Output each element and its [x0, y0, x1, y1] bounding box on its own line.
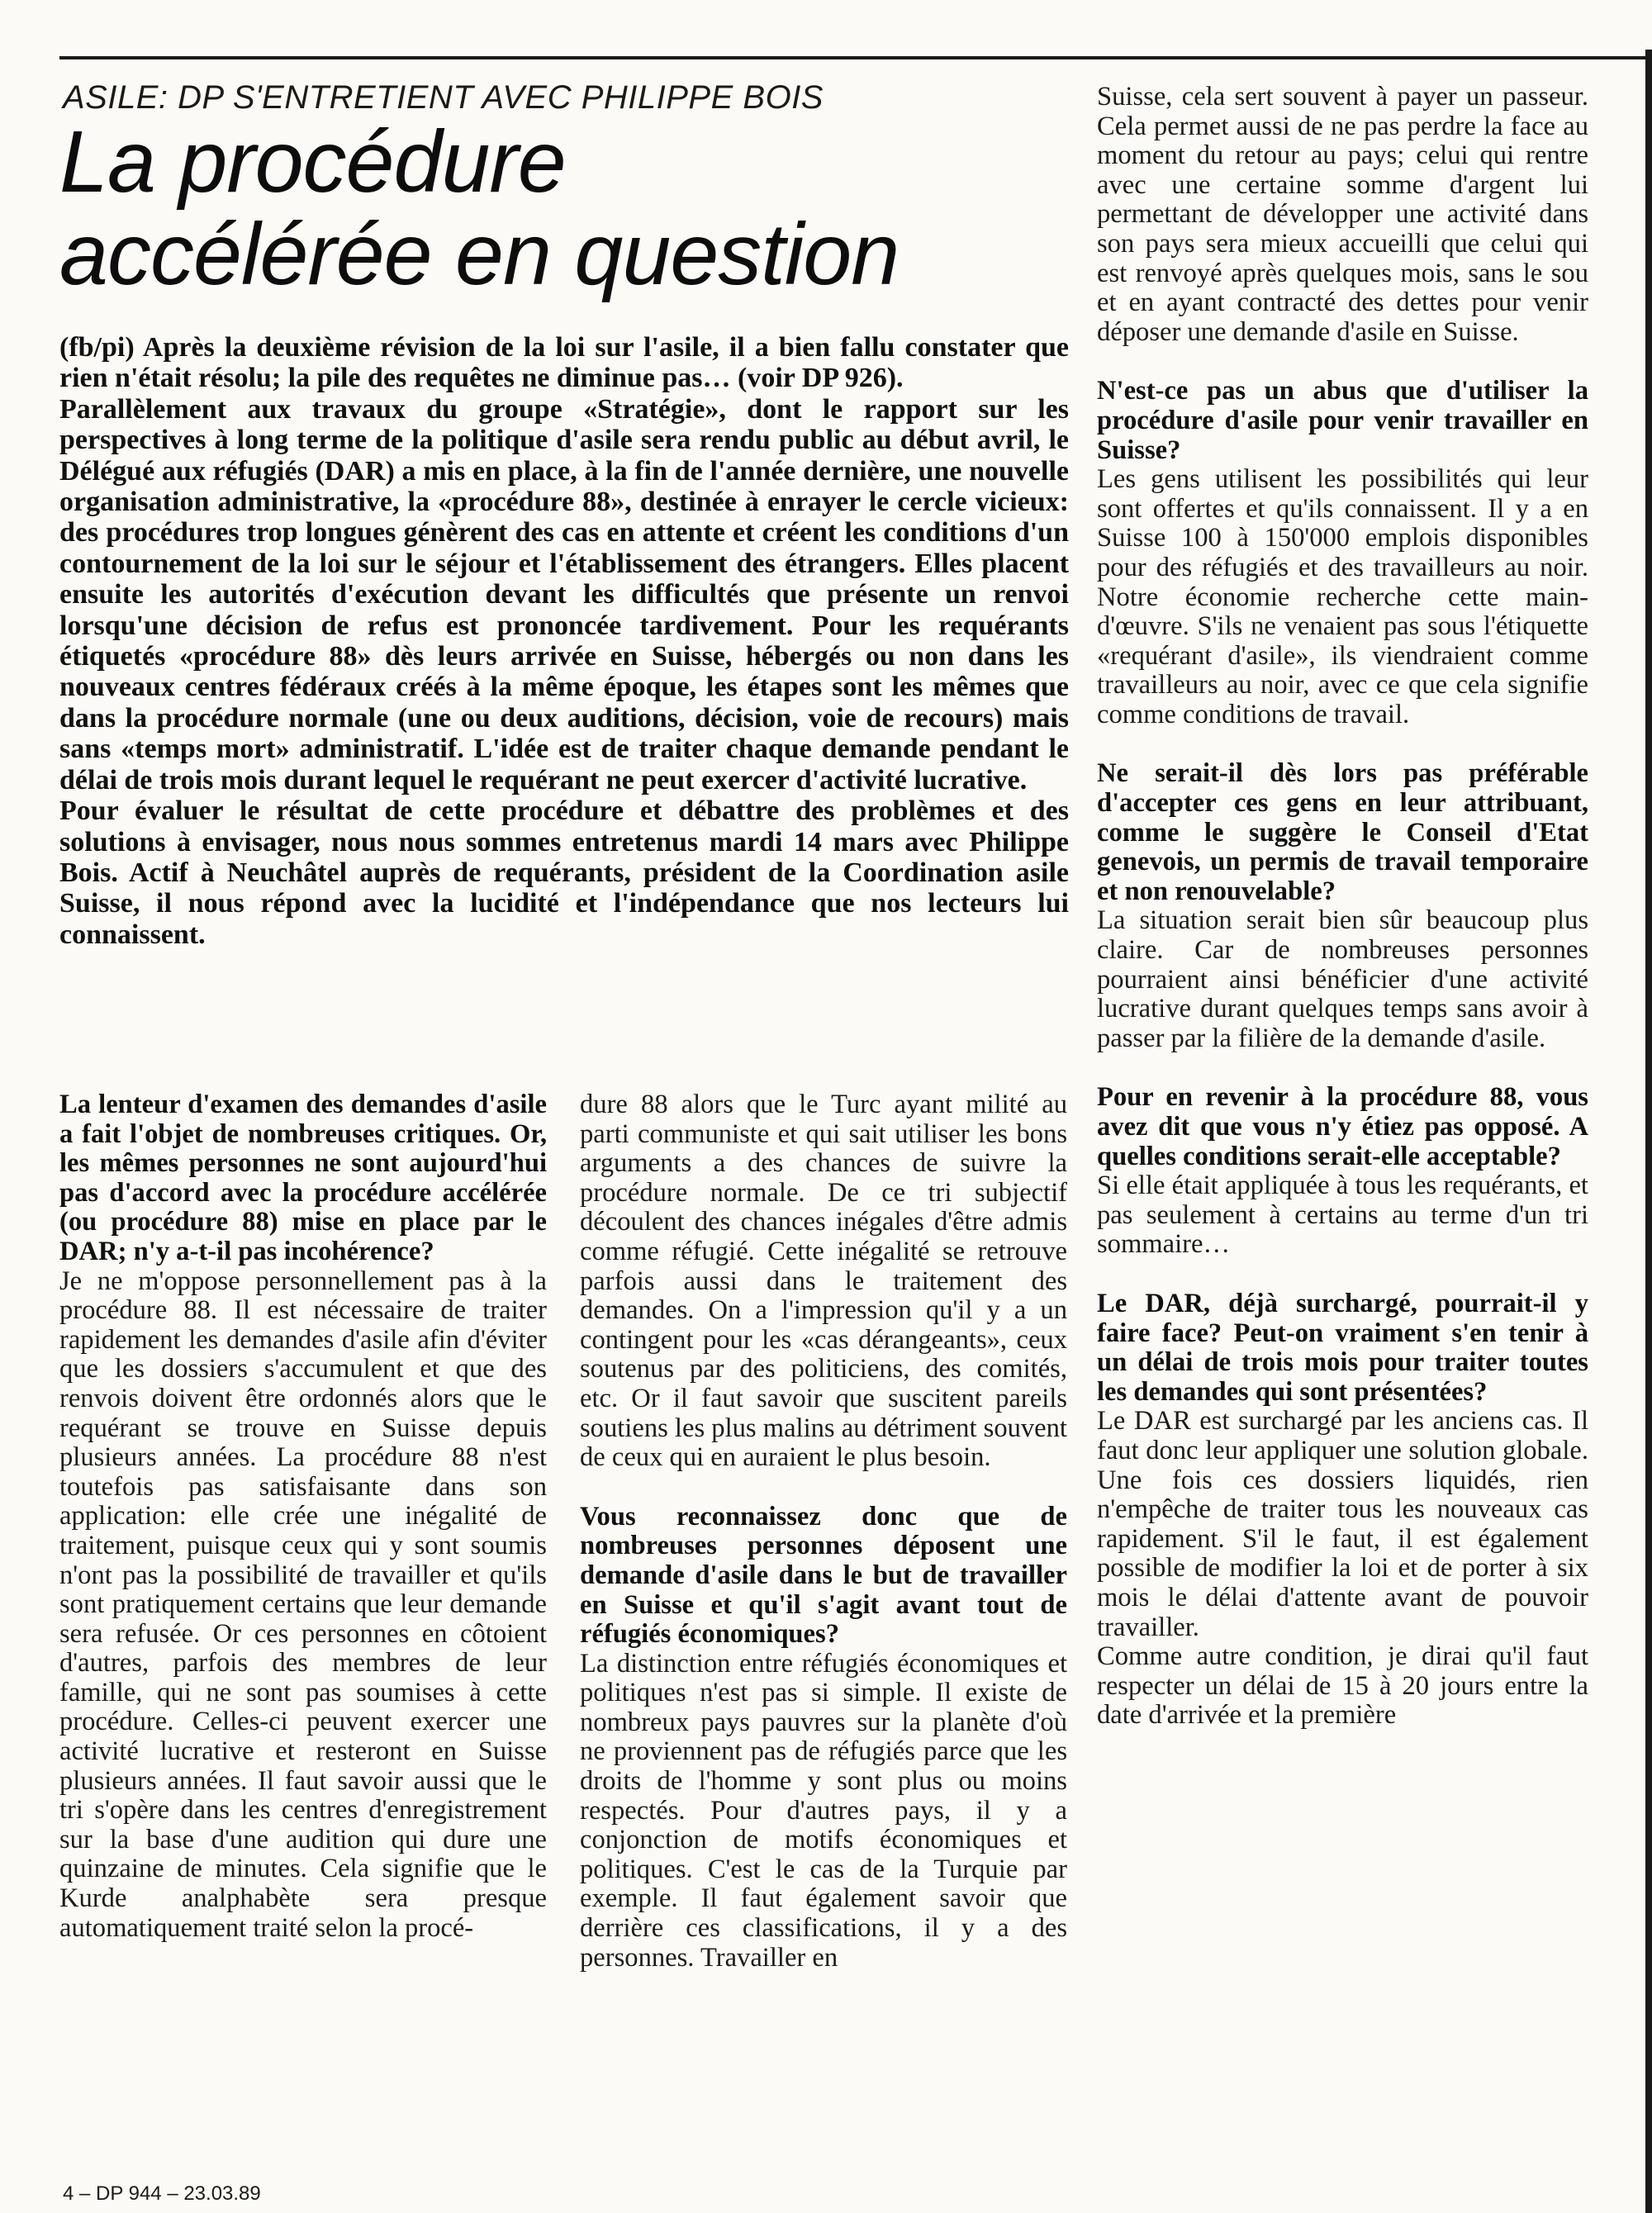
headline-line-2: accélérée en question: [59, 206, 900, 303]
lead-paragraph: [59, 332, 1069, 950]
question-4: Ne serait-il dès lors pas préférable d'accepter ces gens en leur attribuant, comme le suggère le Conseil d'Etat genevois, un permis de travail temporaire et non renouvelable?: [1097, 758, 1588, 906]
question-5: Pour en revenir à la procédure 88, vous avez dit que vous n'y étiez pas opposé. A quelles conditions serait-elle acceptable?: [1097, 1082, 1588, 1171]
answer-5: Si elle était appliquée à tous les requérants, et pas seulement à certains au terme d'un tri sommaire…: [1097, 1171, 1588, 1260]
answer-2-continued: Suisse, cela sert souvent à payer un passeur. Cela permet aussi de ne pas perdre la face au moment du retour au pays; celui qui rentre avec une certaine somme d'argent lui permettant de développer une activité dans son pays sera mieux accueilli que celui qui est renvoyé après quelques mois, sans le sou et en ayant contracté des dettes pour venir déposer une demande d'asile en Suisse.: [1097, 82, 1588, 347]
spacer: [1097, 347, 1588, 377]
lead-context: Parallèlement aux travaux du groupe «Stratégie», dont le rapport sur les perspectives à long terme de la politique d'asile sera rendu public au début avril, le Délégué aux réfugiés (DAR) a mis en place, à la fin de l'année dernière, une nouvelle organisation administrative, la «procédure 88», destinée à enrayer le cercle vicieux: des procédures trop longues génèrent des cas en attente et créent les conditions d'un contournement de la loi sur le séjour et l'établissement des étrangers. Elles placent ensuite les autorités d'exécution devant les difficultés que présente un renvoi lorsqu'une décision de refus est prononcée tardivement. Pour les requérants étiquetés «procédure 88» dès leurs arrivée en Suisse, hébergés ou non dans les nouveaux centres fédéraux créés à la même époque, les étapes sont les mêmes que dans la procédure normale (une ou deux auditions, décision, voie de recours) mais sans «temps mort» administratif. L'idée est de traiter chaque demande pendant le délai de trois mois durant lequel le requérant ne peut exercer d'activité lucrative.: [59, 393, 1069, 795]
column-3: [1097, 83, 1588, 2164]
headline: [59, 113, 1084, 303]
question-1: La lenteur d'examen des demandes d'asile a fait l'objet de nombreuses critiques. Or, les mêmes personnes ne sont aujourd'hui pas d'accord avec la procédure accélérée (ou procédure 88) mise en place par le DAR; n'y a-t-il pas incohérence?: [59, 1090, 547, 1266]
answer-2: La distinction entre réfugiés économiques et politiques n'est pas si simple. Il existe de nombreux pays pauvres sur la planète d'où ne proviennent pas de réfugiés parce que les droits de l'homme y sont plus ou moins respectés. Pour d'autres pays, il y a conjonction de motifs économiques et politiques. C'est le cas de la Turquie par exemple. Il faut également savoir que derrière ces classifications, il y a des personnes. Travailler en: [580, 1648, 1067, 1973]
headline-line-1: La procédure: [59, 113, 566, 211]
spacer: [1097, 729, 1588, 759]
lead-interview-intro: Pour évaluer le résultat de cette procédure et débattre des problèmes et des solutions à envisager, nous nous sommes entretenus mardi 14 mars avec Philippe Bois. Actif à Neuchâtel auprès de requérants, président de la Coordination asile Suisse, il nous répond avec la lucidité et l'indépendance que nos lecteurs lui connaissent.: [59, 795, 1069, 950]
column-2: [580, 1090, 1067, 2164]
answer-3: Les gens utilisent les possibilités qui leur sont offertes et qu'ils connaissent. Il y a en Suisse 100 à 150'000 emplois disponibles pour des réfugiés et des travailleurs au noir. Notre économie recherche cette main-d'œuvre. S'ils ne venaient pas sous l'étiquette «requérant d'asile», ils viendraient comme travailleurs au noir, avec ce que cela signifie comme conditions de travail.: [1097, 464, 1588, 729]
page-edge: [1645, 50, 1652, 2213]
answer-1: Je ne m'oppose personnellement pas à la procédure 88. Il est nécessaire de traiter rapidement les demandes d'asile afin d'éviter que les dossiers s'accumulent et que des renvois doivent être ordonnés alors que le requérant se trouve en Suisse depuis plusieurs années. La procédure 88 n'est toutefois pas satisfaisante dans son application: elle crée une inégalité de traitement, puisque ceux qui y sont soumis n'ont pas la possibilité de travailler et qu'ils sont pratiquement certains que leur demande sera refusée. Or ces personnes en côtoient d'autres, parfois des membres de leur famille, qui ne sont pas soumises à cette procédure. Celles-ci peuvent exercer une activité lucrative et resteront en Suisse plusieurs années. Il faut savoir aussi que le tri s'opère dans les centres d'enregistrement sur la base d'une audition qui dure une quinzaine de minutes. Cela signifie que le Kurde analphabète sera presque automatiquement traité selon la procé-: [59, 1266, 547, 1943]
question-6: Le DAR, déjà surchargé, pourrait-il y faire face? Peut-on vraiment s'en tenir à un délai de trois mois pour traiter toutes les demandes qui sont présentées?: [1097, 1288, 1588, 1407]
top-rule: [59, 56, 1652, 59]
answer-4: La situation serait bien sûr beaucoup plus claire. Car de nombreuses personnes pourraient ainsi bénéficier d'une activité lucrative durant quelques temps sans avoir à passer par la filière de la demande d'asile.: [1097, 905, 1588, 1053]
spacer: [1097, 1053, 1588, 1083]
spacer: [580, 1473, 1067, 1503]
page-footer: 4 – DP 944 – 23.03.89: [63, 2182, 261, 2205]
answer-7: Comme autre condition, je dirai qu'il faut respecter un délai de 15 à 20 jours entre la date d'arrivée et la première: [1097, 1641, 1588, 1731]
question-3: N'est-ce pas un abus que d'utiliser la procédure d'asile pour venir travailler en Suisse?: [1097, 376, 1588, 465]
answer-6: Le DAR est surchargé par les anciens cas. Il faut donc leur appliquer une solution globale. Une fois ces dossiers liquidés, rien n'empêche de traiter tous les nouveaux cas rapidement. S'il le faut, il est également possible de modifier la loi et de porter à six mois le délai d'attente avant de pouvoir travailler.: [1097, 1406, 1588, 1642]
column-1: [59, 1090, 547, 2164]
kicker: ASILE: DP S'ENTRETIENT AVEC PHILIPPE BOIS: [63, 79, 824, 116]
spacer: [1097, 1260, 1588, 1289]
question-2: Vous reconnaissez donc que de nombreuses personnes déposent une demande d'asile dans le but de travailler en Suisse et qu'il s'agit avant tout de réfugiés économiques?: [580, 1501, 1067, 1650]
lead-intro: (fb/pi) Après la deuxième révision de la loi sur l'asile, il a bien fallu constater que rien n'était résolu; la pile des requêtes ne diminue pas… (voir DP 926).: [59, 332, 1069, 394]
answer-1-continued: dure 88 alors que le Turc ayant milité au parti communiste et qui sait utiliser les bons arguments a des chances de suivre la procédure normale. De ce tri subjectif découlent des chances inégales d'être admis comme réfugié. Cette inégalité se retrouve parfois aussi dans le traitement des demandes. On a l'impression qu'il y a un contingent pour les «cas dérangeants», ceux soutenus par des politiciens, des comités, etc. Or il faut savoir que suscitent pareils soutiens les plus malins au détriment souvent de ceux qui en auraient le plus besoin.: [580, 1090, 1067, 1473]
